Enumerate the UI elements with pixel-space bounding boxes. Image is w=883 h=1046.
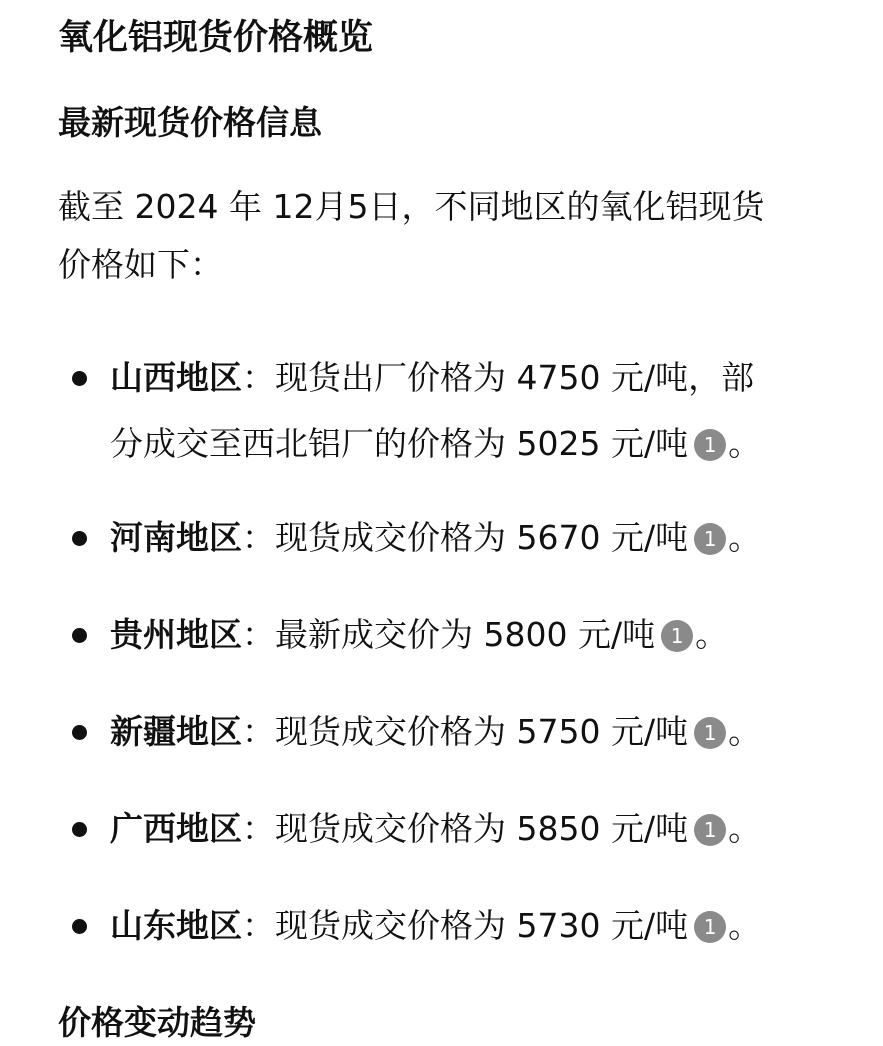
price-text: 现货成交价格为 5670 元/吨 xyxy=(275,518,689,557)
citation-badge[interactable]: 1 xyxy=(694,911,726,943)
region-label: 新疆地区 xyxy=(110,712,242,751)
region-separator: ： xyxy=(242,809,275,848)
citation-badge[interactable]: 1 xyxy=(661,620,693,652)
region-separator: ： xyxy=(242,518,275,557)
list-item-line xyxy=(110,345,850,411)
bullet-dot xyxy=(72,531,87,546)
list-item-text xyxy=(110,345,850,477)
price-text: 现货出厂价格为 4750 元/吨，部 xyxy=(275,358,755,397)
next-section-heading: 价格变动趋势 xyxy=(58,1003,256,1042)
region-separator: ： xyxy=(242,358,275,397)
bullet-dot xyxy=(72,919,87,934)
list-item-line xyxy=(110,893,850,959)
citation-badge[interactable]: 1 xyxy=(694,717,726,749)
region-label: 山西地区 xyxy=(110,358,242,397)
sentence-end: 。 xyxy=(728,809,762,848)
page-title: 氧化铝现货价格概览 xyxy=(58,18,374,58)
list-item-line xyxy=(110,411,850,477)
region-separator: ： xyxy=(242,615,275,654)
price-text: 分成交至西北铝厂的价格为 5025 元/吨 xyxy=(110,424,689,463)
price-text: 现货成交价格为 5730 元/吨 xyxy=(275,906,689,945)
region-label: 山东地区 xyxy=(110,906,242,945)
price-text: 现货成交价格为 5750 元/吨 xyxy=(275,712,689,751)
region-separator: ： xyxy=(242,712,275,751)
price-text: 最新成交价为 5800 元/吨 xyxy=(275,615,656,654)
region-label: 河南地区 xyxy=(110,518,242,557)
list-item-text xyxy=(110,602,850,668)
region-separator: ： xyxy=(242,906,275,945)
list-item-line xyxy=(110,796,850,862)
intro-line-1: 截至 2024 年 12月5日，不同地区的氧化铝现货 xyxy=(58,187,765,226)
citation-badge[interactable]: 1 xyxy=(694,429,726,461)
citation-badge[interactable]: 1 xyxy=(694,814,726,846)
citation-badge[interactable]: 1 xyxy=(694,523,726,555)
list-item-text xyxy=(110,699,850,765)
bullet-dot xyxy=(72,371,87,386)
sentence-end: 。 xyxy=(728,424,762,463)
list-item-line xyxy=(110,602,850,668)
list-item-text xyxy=(110,893,850,959)
price-text: 现货成交价格为 5850 元/吨 xyxy=(275,809,689,848)
sentence-end: 。 xyxy=(695,615,729,654)
list-item-text xyxy=(110,505,850,571)
sentence-end: 。 xyxy=(728,712,762,751)
region-label: 广西地区 xyxy=(110,809,242,848)
intro-paragraph xyxy=(58,178,818,294)
list-item-line xyxy=(110,505,850,571)
intro-line-2: 价格如下： xyxy=(58,245,223,284)
bullet-dot xyxy=(72,725,87,740)
sentence-end: 。 xyxy=(728,906,762,945)
sentence-end: 。 xyxy=(728,518,762,557)
list-item-line xyxy=(110,699,850,765)
list-item-text xyxy=(110,796,850,862)
region-label: 贵州地区 xyxy=(110,615,242,654)
bullet-dot xyxy=(72,628,87,643)
section-heading: 最新现货价格信息 xyxy=(58,103,322,142)
bullet-dot xyxy=(72,822,87,837)
